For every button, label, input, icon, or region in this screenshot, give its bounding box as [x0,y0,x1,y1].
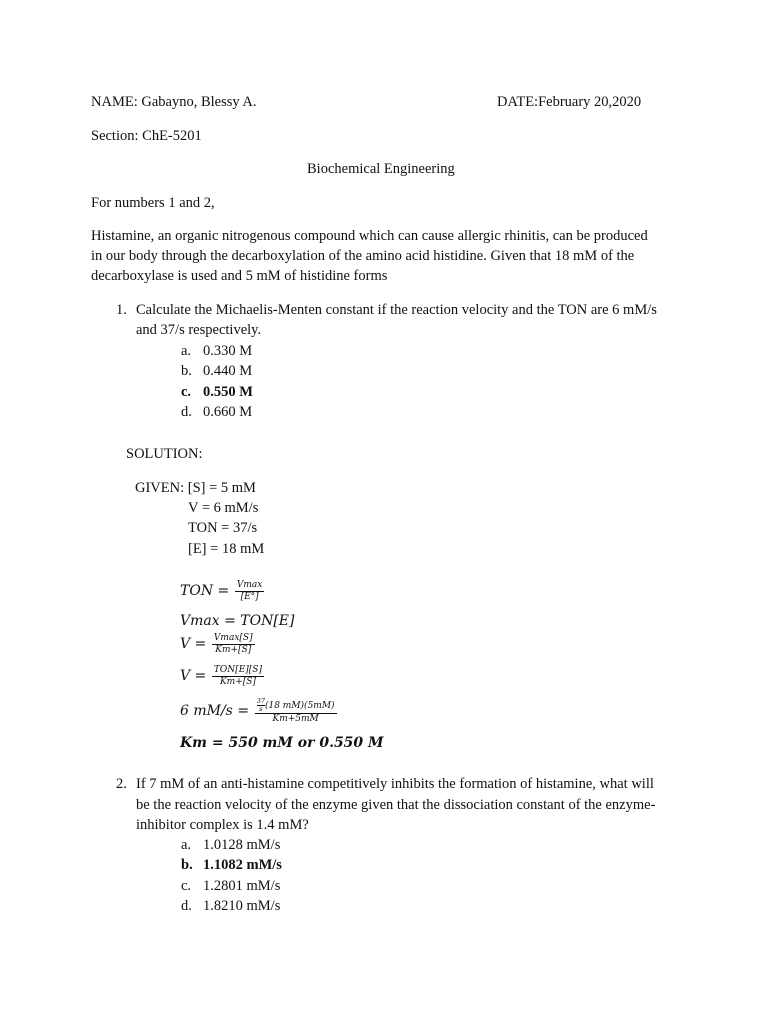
q2-choice-c-letter: c. [181,878,192,894]
q2-choice-d-text: 1.8210 mM/s [203,898,281,914]
q2-text-line-2: be the reaction velocity of the enzyme given that the dissociation constant of the enzyme- [136,797,656,813]
q1-choice-a-letter: a. [181,343,192,359]
intro-paragraph-line-1: Histamine, an organic nitrogenous compound which can cause allergic rhinitis, can be produced [91,228,648,244]
given-ton: TON = 37/s [188,520,258,536]
q2-choice-a-text: 1.0128 mM/s [203,837,281,853]
equation-v-vmax: V = $\frac{Vmax[S]}{Km+[S]}$ [180,633,253,655]
q1-text-line-1: Calculate the Michaelis-Menten constant if the reaction velocity and the TON are 6 mM/s [136,302,657,318]
section-label: Section: ChE-5201 [91,128,202,144]
q1-text-line-2: and 37/s respectively. [136,322,262,338]
q1-choice-b-text: 0.440 M [203,363,253,379]
q1-choice-a-text: 0.330 M [203,343,253,359]
q2-text-line-3: inhibitor complex is 1.4 mM? [136,817,309,833]
q1-choice-d-letter: d. [181,404,192,420]
equation-result: Km = 550 mM or 0.550 M [180,735,384,751]
intro-paragraph-line-2: in our body through the decarboxylation of the amino acid histidine. Given that 18 mM of the [91,248,635,264]
given-v: V = 6 mM/s [188,500,259,516]
document-title: Biochemical Engineering [307,161,455,177]
q2-choice-d-letter: d. [181,898,192,914]
document-date: DATE:February 20,2020 [497,94,642,110]
q1-number: 1. [116,302,127,318]
q2-choice-b-text-correct: 1.1082 mM/s [203,857,282,873]
equation-vmax: Vmax = TON[E] [180,613,295,629]
equation-substituted: 6 mM/s = $\frac{37}{s}$ (18 mM)(5mM) Km+5mM [180,697,335,724]
q2-choice-a-letter: a. [181,837,192,853]
solution-label: SOLUTION: [126,446,203,462]
intro-for-numbers: For numbers 1 and 2, [91,195,215,211]
q1-choice-d-text: 0.660 M [203,404,253,420]
intro-paragraph-line-3: decarboxylase is used and 5 mM of histidine forms [91,268,388,284]
equation-v-ton: V = $\frac{\text{TON[E][S]}}{Km+[S]}$ [180,665,262,687]
q2-choice-b-letter: b. [181,857,193,873]
given-e: [E] = 18 mM [188,541,265,557]
q1-choice-c-text-correct: 0.550 M [203,384,253,400]
q1-choice-b-letter: b. [181,363,192,379]
q2-number: 2. [116,776,127,792]
given-s: GIVEN: [S] = 5 mM [135,480,256,496]
q2-choice-c-text: 1.2801 mM/s [203,878,281,894]
q2-text-line-1: If 7 mM of an anti-histamine competitively inhibits the formation of histamine, what will [136,776,654,792]
student-name: NAME: Gabayno, Blessy A. [91,94,257,110]
equation-ton: TON = $\frac{Vmax}{[E^\circ]}$ [180,580,263,602]
q1-choice-c-letter: c. [181,384,192,400]
